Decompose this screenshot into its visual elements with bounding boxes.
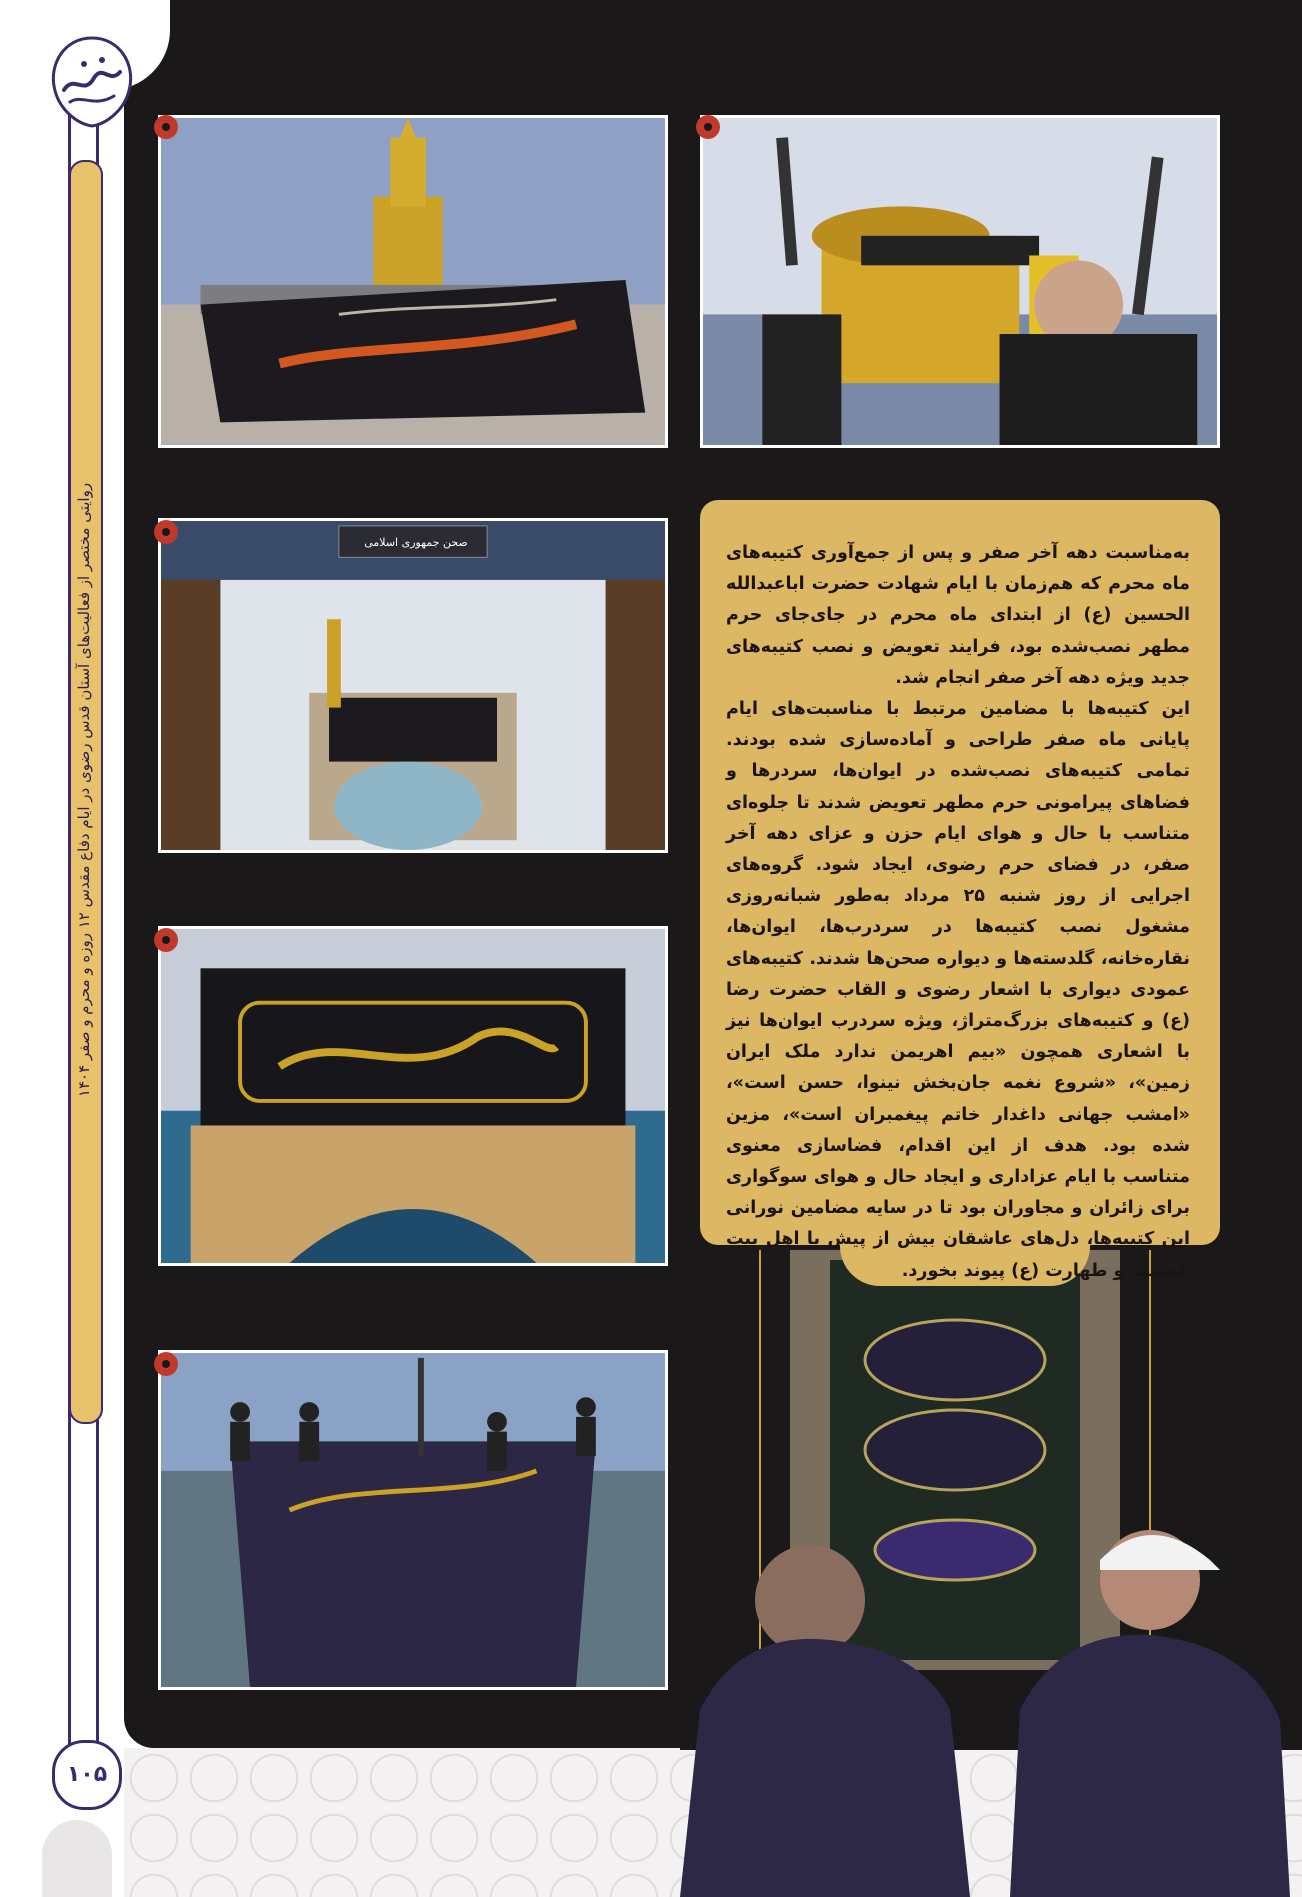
article-paragraph-2: این کتیبه‌ها با مضامین مرتبط با مناسبت‌های ایام پایانی ماه صفر طراحی و آماده‌سازی شده بودند. تمامی کتیبه‌های نصب‌شده در ایوان‌ها، سردرها و فضاهای پیرامونی حرم مطهر تعویض شدند تا جلوه‌ای متناسب با حال و هوای ایام حزن و عزای دهه آخر صفر، در فضای حرم رضوی، ایجاد شود. گروه‌های اجرایی از روز شنبه ۲۵ مرداد به‌طور شبانه‌روزی مشغول نصب کتیبه‌ها در سردرب‌ها، ایوان‌ها، نقاره‌خانه، گلدسته‌ها و دیواره صحن‌ها شدند. کتیبه‌های عمودی دیواری با اشعار رضوی و القاب حضرت رضا (ع) و کتیبه‌های بزرگ‌متراژ، ویژه سردرب ایوان‌ها نیز با اشعاری همچون «بیم اهریمن ندارد ملک ایران زمین»، «شروع نغمه جان‌بخش نینوا، حسن است»، «امشب جهانی داغدار خاتم پیغمبران است»، مزین شده بود. هدف از این اقدام، فضاسازی معنوی متناسب با ایام عزاداری و ایجاد حال و هوای سوگواری برای زائران و مجاوران بود تا در سایه مضامین نورانی این کتیبه‌ها، دل‌های عاشقان بیش از پیش با اهل بیت عصمت و طهارت (ع) پیوند بخورد.: [726, 699, 1190, 1281]
page-number-tab: [42, 1820, 112, 1897]
page-number: ۱۰۵: [52, 1740, 122, 1810]
photo-shrine-mourners: [700, 115, 1220, 448]
article-paragraph-1: به‌مناسبت دهه آخر صفر و پس از جمع‌آوری کتیبه‌های ماه محرم که هم‌زمان با ایام شهادت حضرت اباعبدالله الحسین (ع) از ابتدای ماه محرم در جای‌جای حرم مطهر نصب‌شده بود، فرایند تعویض و نصب کتیبه‌های جدید ویژه دهه آخر صفر انجام شد.: [726, 543, 1190, 688]
sahn-sign: صحن جمهوری اسلامی: [364, 536, 468, 549]
photo-doorway-dome: [158, 518, 668, 853]
side-caption: روایتی مختصر از فعالیت‌های آستان قدس رضوی در ایام دفاع مقدس ۱۲ روزه و محرم و صفر ۱۴۰۴: [75, 482, 93, 1098]
flower-ornament-icon: [152, 1350, 180, 1378]
flower-ornament-icon: [152, 518, 180, 546]
flower-ornament-icon: [694, 113, 722, 141]
logo-emblem-icon: [44, 34, 140, 130]
magazine-logo: [44, 34, 140, 130]
flower-ornament-icon: [152, 113, 180, 141]
photo-vertical-banner-install: [680, 1250, 1302, 1897]
article-text-box: [700, 500, 1220, 1281]
photo-roof-hanging: [158, 1350, 668, 1690]
photo-minaret-banner: [158, 115, 668, 448]
photo-iwan-banner: [158, 926, 668, 1266]
flower-ornament-icon: [152, 926, 180, 954]
